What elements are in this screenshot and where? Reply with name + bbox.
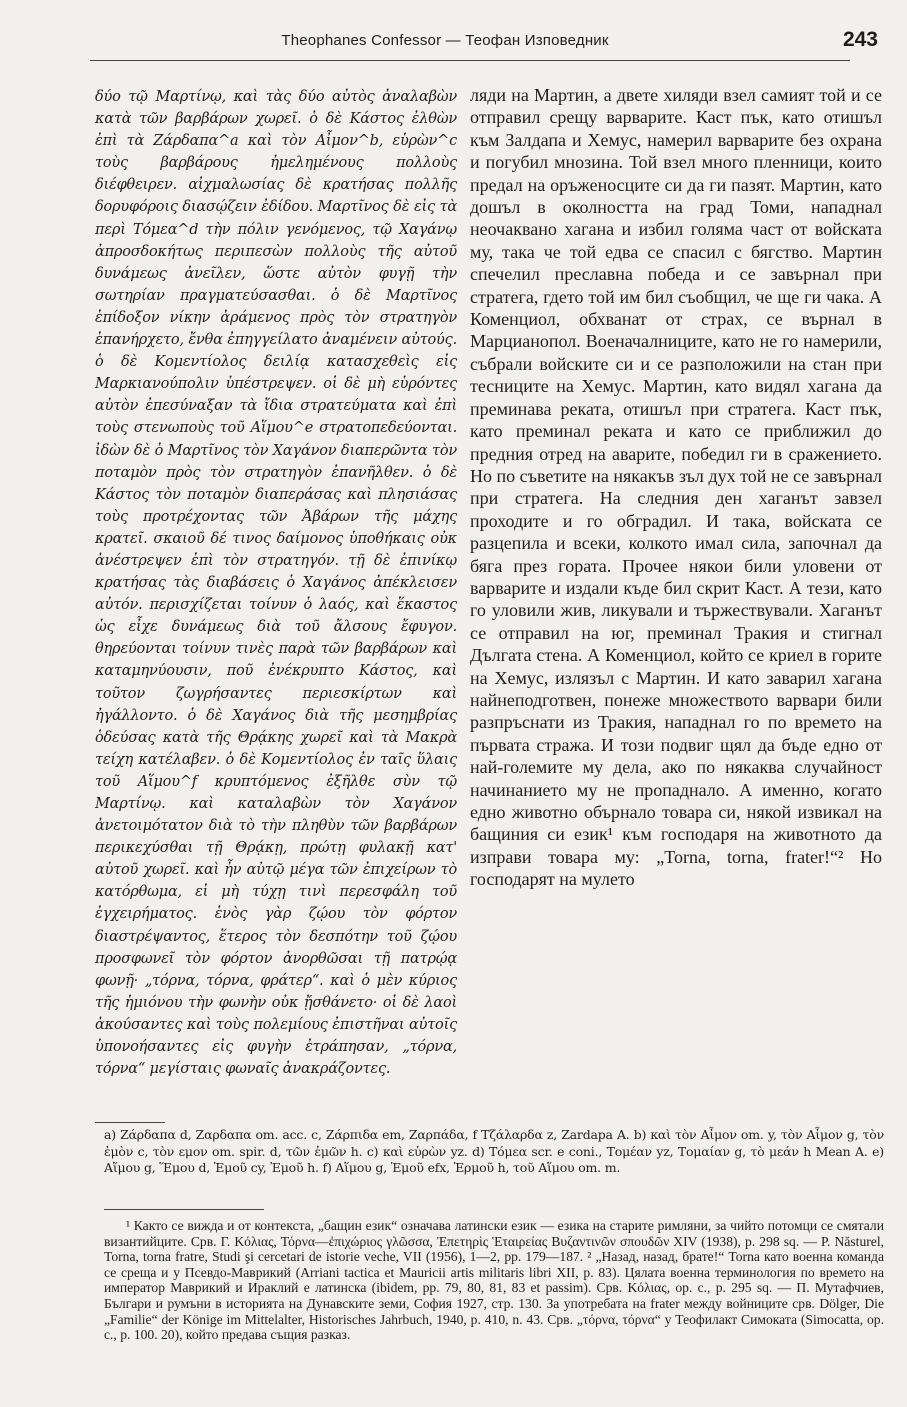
footnote-rule <box>104 1209 264 1210</box>
apparatus-text: a) Ζάρδαπα d, Ζαρδαπα om. acc. c, Ζάρπιδα em, Ζαρπάδα, f Τζάλαρδα z, Zardapa A. b) καὶ τὸν Αἶμον om. y, τὸν Αἶμον g, τὸν ἐμὸν c, τὸν εμον om. spir. d, τῶν ἐμῶν h. c) καὶ εὑρὼν yz. d) Τόμεα scr. e coni., Τομέαν yz, Τομαίαν g, τὸ μεάν h Mean A. e) Αἵμου g, Ἕμου d, Ἐμοῦ cy, Ἐμοῦ h. f) Αἵμου g, Ἐμοῦ efx, Ἐρμοῦ h, τοῦ Αἵμου om. m. <box>104 1127 884 1175</box>
greek-column <box>95 86 457 1080</box>
footnotes <box>104 1218 884 1343</box>
header-rule <box>90 60 850 61</box>
apparatus-rule <box>95 1122 165 1123</box>
page-header <box>90 24 890 58</box>
bulgarian-text: ляди на Мартин, а двете хиляди взел самият той и се отправил срещу варварите. Каст пък, като отишъл към Залдапа и Хемус, намерил варварите без охрана и погубил мнозина. Той взел много пленници, които предал на оръженосците си да ги пазят. Мартин, като дошъл в околността на град Томи, нападнал неочаквано хагана и избил голяма част от войската му, така че той едва се спасил с бягство. Мартин спечелил преславна победа и се завърнал при стратега, гдето той им бил съобщил, че ще ги чака. А Коменциол, обхванат от страх, се върнал в Марцианопол. Военачалниците, като не го намерили, събрали войските си и се разположили на стан при тесниците на Хемус. Мартин, като видял хагана да преминава реката, отишъл при стратега. Каст пък, като преминал реката и като се приближил до предния отред на аварите, победил ги в сражението. Но по съветите на някакъв зъл дух той не се завърнал при стратега. На следния ден хаганът завзел проходите и го обградил. И така, войската се разцепила и всеки, колкото имал сила, започнал да бяга през гората. Прочее някои били уловени от варварите и издали къде бил скрит Каст. А тези, като го уловили жив, ликували и тържествували. Хаганът се отправил на юг, преминал Тракия и стигнал Дългата стена. А Коменциол, който се криел в горите на Хемус, излязъл с Мартин. И като заварил хагана найнеподготвен, понеже множеството варвари били разпръснати из Тракия, нападнал го по времето на първата стража. И този подвиг щял да бъде едно от най-големите му дела, ако по някаква случайност начинанието му не пропаднало. А именно, когато едно животно обърнало товара си, някой извикал на бащиния си език¹ към господаря на животното да изправи товара му: „Torna, torna, frater!“² Но господарят на мулето <box>470 85 882 890</box>
bulgarian-column <box>470 84 882 891</box>
running-head: Theophanes Confessor — Теофан Изповедник <box>281 32 609 49</box>
critical-apparatus <box>104 1127 884 1177</box>
footnotes-text: ¹ Както се вижда и от контекста, „бащин език“ означава латински език — езика на старите римляни, за чийто потомци се смятали византийците. Срв. Γ. Κόλιας, Τόρνα—ἐπιχώριος γλῶσσα, Ἐπετηρὶς Ἑταιρείας Βυζαντινῶν σπουδῶν XIV (1938), p. 298 sq. — P. Năsturel, Torna, torna fratre, Studi şi cercetari de istorie veche, VII (1956), 1—2, pp. 179—187. ² „Назад, назад, брате!“ Torna като военна команда се среща и у Псевдо-Маврикий (Arriani tactica et Mauricii artis militaris libri XII, p. 83). Цялата военна терминология по времето на император Маврикий и Ираклий е латинска (ibidem, pp. 79, 80, 81, 83 et passim). Срв. Κόλιας, op. c., p. 295 sq. — П. Мутафчиев, Българи и румъни в историята на Дунавските земи, София 1927, стр. 130. За употребата на frater между войниците срв. Dölger, Die „Familie“ der Könige im Mittelalter, Historisches Jahrbuch, 1940, p. 410, n. 43. Срв. „τόρνα, τόρνα“ у Теофилакт Симоката (Simocatta, op. c., p. 100. 20), който предава същия разказ. <box>104 1218 884 1343</box>
page-number: 243 <box>842 28 878 51</box>
greek-text: δύο τῷ Μαρτίνῳ, καὶ τὰς δύο αὐτὸς ἀναλαβὼν κατὰ τῶν βαρβάρων χωρεῖ. ὁ δὲ Κάστος ἐλθὼν ἐπὶ τὰ Ζάρδαπα^a καὶ τὸν Αἶμον^b, εὑρὼν^c τοὺς βαρβάρους ἠμελημένους πολλοὺς διέφθειρεν. αἰχμαλωσίας δὲ κρατήσας πολλῆς δορυφόροις διασῴζειν ἐδίδου. Μαρτῖνος δὲ εἰς τὰ περὶ Τόμεα^d τὴν πόλιν γενόμενος, τῷ Χαγάνῳ ἀπροσδοκήτως περιπεσὼν πολλοὺς τῆς αὐτοῦ δυνάμεως ἀνεῖλεν, ὥστε αὐτὸν φυγῇ τὴν σωτηρίαν πραγματεύσασθαι. ὁ δὲ Μαρτῖνος ἐπίδοξον νίκην ἀράμενος πρὸς τὸν στρατηγὸν ἐπανήρχετο, ἔνθα ἐπηγγείλατο ἀναμένειν αὐτούς. ὁ δὲ Κομεντίολος δειλίᾳ κατασχεθεὶς εἰς Μαρκιανούπολιν ὑπέστρεψεν. οἱ δὲ μὴ εὑρόντες αὐτὸν ἐπεσύναξαν τὰ ἴδια στρατεύματα καὶ ἐπὶ τοὺς στενωποὺς τοῦ Αἵμου^e στρατοπεδεύονται. ἰδὼν δὲ ὁ Μαρτῖνος τὸν Χαγάνον διαπερῶντα τὸν ποταμὸν πρὸς τὸν στρατηγὸν ἐπανῆλθεν. ὁ δὲ Κάστος τὸν ποταμὸν διαπεράσας καὶ πλησιάσας τοὺς προτρέχοντας τῶν Ἀβάρων τῆς μάχης κρατεῖ. σκαιοῦ δέ τινος δαίμονος ὑποθήκαις οὐκ ἀνέστρεψεν ἐπὶ τὸν στρατηγόν. τῇ δὲ ἐπινίκῳ κρατήσας τὰς διαβάσεις ὁ Χαγάνος ἀπέκλεισεν αὐτόν. περισχίζεται τοίνυν ὁ λαός, καὶ ἕκαστος ὡς εἶχε δυνάμεως διὰ τοῦ ἄλσους ἔφυγον. θηρεύονται τοίνυν τινὲς παρὰ τῶν βαρβάρων καὶ καταμηνύουσιν, ποῦ ἐνέκρυπτο Κάστος, καὶ τοῦτον ζωγρήσαντες περιεσκίρτων καὶ ἠγάλλοντο. ὁ δὲ Χαγάνος διὰ τῆς μεσημβρίας ὁδεύσας κατὰ τῆς Θρᾴκης χωρεῖ καὶ τὰ Μακρὰ τείχη κατέλαβεν. ὁ δὲ Κομεντίολος ἐν ταῖς ὕλαις τοῦ Αἵμου^f κρυπτόμενος ἐξῆλθε σὺν τῷ Μαρτίνῳ. καὶ καταλαβὼν τὸν Χαγάνον ἀνετοιμότατον διὰ τὸ τὴν πληθὺν τῶν βαρβάρων περικεχύσθαι τῇ Θρᾴκῃ, πρώτῃ φυλακῇ κατ' αὐτοῦ χωρεῖ. καὶ ἦν αὐτῷ μέγα τῶν ἐπιχείρων τὸ κατόρθωμα, εἰ μὴ τύχῃ τινὶ περεσφάλη τοῦ ἐγχειρήματος. ἑνὸς γὰρ ζῴου τὸν φόρτον διαστρέψαντος, ἕτερος τὸν δεσπότην τοῦ ζῴου προσφωνεῖ τὸν φόρτον ἀνορθῶσαι τῇ πατρῴᾳ φωνῇ· „τόρνα, τόρνα, φράτερ“. καὶ ὁ μὲν κύριος τῆς ἡμιόνου τὴν φωνὴν οὐκ ᾔσθάνετο· οἱ δὲ λαοὶ ἀκούσαντες καὶ τοὺς πολεμίους ἐπιστῆναι αὐτοῖς ὑπονοήσαντες εἰς φυγὴν ἐτράπησαν, „τόρνα, τόρνα“ μεγίσταις φωναῖς ἀνακράζοντες. <box>95 89 457 1078</box>
